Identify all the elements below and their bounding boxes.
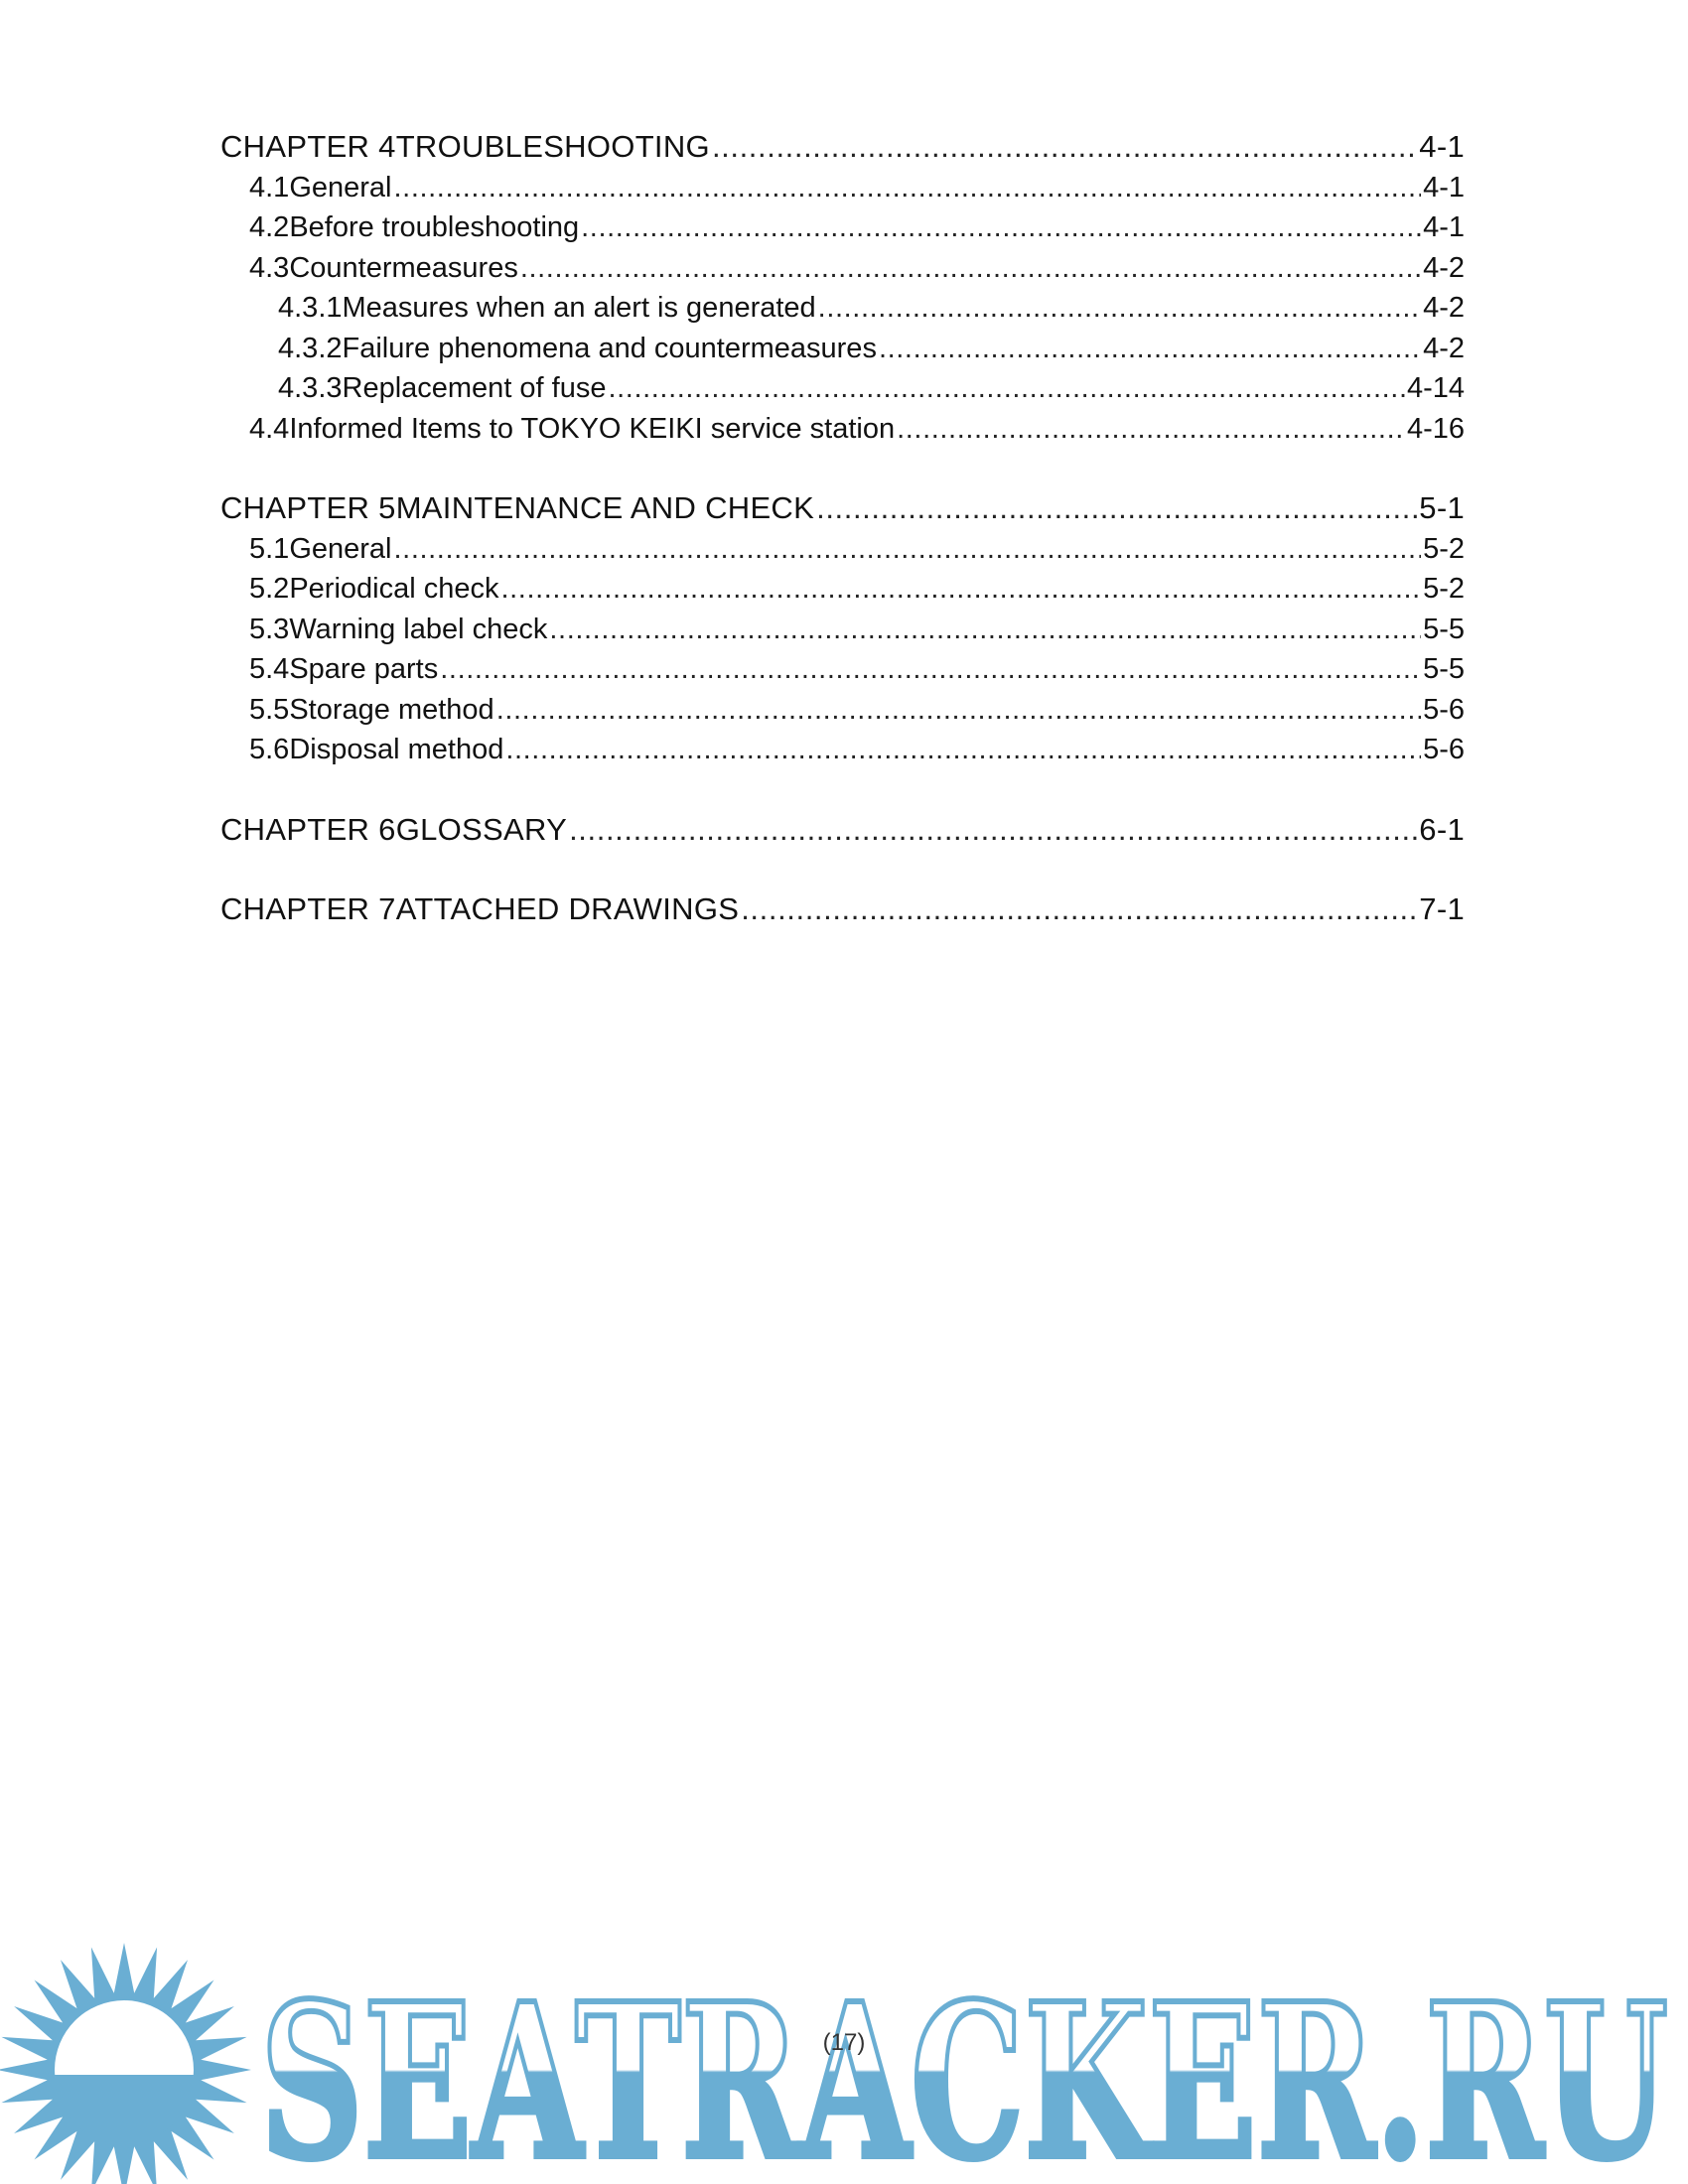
table-of-contents [220, 127, 1465, 930]
section-number: 4.3.1 [278, 292, 343, 324]
toc-section-5-1[interactable] [220, 529, 1465, 570]
section-title: Warning label check [289, 613, 548, 645]
chapter-title: ATTACHED DRAWINGS [395, 891, 740, 926]
toc-section-4-2[interactable] [220, 207, 1465, 248]
page-ref: 5-2 [1423, 532, 1465, 565]
page-ref: 4-1 [1419, 129, 1465, 164]
section-number: 4.3.2 [278, 332, 343, 364]
chapter-number: CHAPTER 5 [220, 490, 396, 525]
section-number: 4.3.3 [278, 372, 343, 404]
section-title: General [289, 171, 392, 204]
section-title: General [289, 532, 392, 565]
page-ref: 4-14 [1406, 372, 1465, 404]
page-ref: 4-16 [1406, 412, 1465, 445]
toc-subsection-4-3-2[interactable] [220, 329, 1465, 369]
page-ref: 6-1 [1419, 811, 1465, 847]
page-ref: 5-1 [1419, 490, 1465, 525]
page-ref: 7-1 [1419, 891, 1465, 926]
section-title: Periodical check [289, 573, 499, 605]
dot-leader [520, 248, 1421, 289]
dot-leader [394, 168, 1422, 208]
toc-section-4-3[interactable] [220, 248, 1465, 289]
section-title: Failure phenomena and countermeasures [342, 332, 877, 364]
toc-section-5-6[interactable] [220, 730, 1465, 770]
dot-leader [816, 488, 1417, 529]
dot-leader [440, 649, 1421, 690]
section-number: 5.4 [249, 653, 290, 685]
dot-leader [496, 690, 1421, 731]
dot-leader [897, 409, 1405, 450]
dot-leader [394, 529, 1422, 570]
section-title: Measures when an alert is generated [342, 292, 816, 324]
chapter-number: CHAPTER 7 [220, 891, 396, 926]
toc-section-5-2[interactable] [220, 569, 1465, 610]
chapter-number: CHAPTER 6 [220, 811, 396, 847]
section-number: 5.3 [249, 613, 290, 645]
toc-section-4-4[interactable] [220, 409, 1465, 450]
dot-leader [505, 730, 1421, 770]
section-title: Storage method [289, 693, 494, 726]
toc-section-4-1[interactable] [220, 168, 1465, 208]
dot-leader [500, 569, 1421, 610]
section-number: 4.4 [249, 412, 290, 445]
section-title: Countermeasures [289, 251, 518, 284]
page-ref: 5-5 [1423, 653, 1465, 685]
page-ref: 4-1 [1423, 211, 1465, 243]
page-ref: 4-2 [1423, 292, 1465, 324]
page-ref: 4-2 [1423, 332, 1465, 364]
page-ref: 4-2 [1423, 251, 1465, 284]
chapter-title: MAINTENANCE AND CHECK [395, 490, 815, 525]
section-title: Before troubleshooting [289, 211, 580, 243]
section-number: 5.6 [249, 734, 290, 765]
toc-section-5-5[interactable] [220, 690, 1465, 731]
page-ref: 4-1 [1423, 171, 1465, 204]
page-ref: 5-6 [1423, 734, 1465, 765]
dot-leader [712, 127, 1417, 168]
section-title: Informed Items to TOKYO KEIKI service station [289, 412, 896, 445]
page-ref: 5-2 [1423, 573, 1465, 605]
dot-leader [741, 889, 1417, 930]
dot-leader [879, 329, 1421, 369]
section-number: 4.2 [249, 211, 290, 243]
spacer [220, 449, 1465, 488]
toc-subsection-4-3-3[interactable] [220, 368, 1465, 409]
toc-section-5-4[interactable] [220, 649, 1465, 690]
toc-subsection-4-3-1[interactable] [220, 288, 1465, 329]
dot-leader [608, 368, 1404, 409]
dot-leader [818, 288, 1421, 329]
chapter-title: TROUBLESHOOTING [395, 129, 710, 164]
chapter-number: CHAPTER 4 [220, 129, 396, 164]
page-number: (17) [822, 2029, 866, 2056]
spacer [220, 850, 1465, 889]
section-number: 5.5 [249, 693, 290, 726]
section-number: 5.2 [249, 573, 290, 605]
watermark-text: SEATRACKER.RU [260, 1958, 1668, 2184]
section-number: 4.1 [249, 171, 290, 204]
section-title: Disposal method [289, 734, 504, 765]
page-ref: 5-6 [1423, 693, 1465, 726]
toc-chapter-5[interactable] [220, 488, 1465, 529]
section-title: Spare parts [289, 653, 439, 685]
sun-icon [0, 1943, 251, 2184]
section-number: 5.1 [249, 532, 290, 565]
section-number: 4.3 [249, 251, 290, 284]
section-title: Replacement of fuse [342, 372, 607, 404]
page-ref: 5-5 [1423, 613, 1465, 645]
toc-chapter-7[interactable] [220, 889, 1465, 930]
toc-chapter-4[interactable] [220, 127, 1465, 168]
dot-leader [549, 610, 1421, 650]
dot-leader [569, 810, 1417, 851]
toc-chapter-6[interactable] [220, 810, 1465, 851]
chapter-title: GLOSSARY [395, 811, 568, 847]
toc-section-5-3[interactable] [220, 610, 1465, 650]
spacer [220, 770, 1465, 810]
dot-leader [581, 207, 1421, 248]
